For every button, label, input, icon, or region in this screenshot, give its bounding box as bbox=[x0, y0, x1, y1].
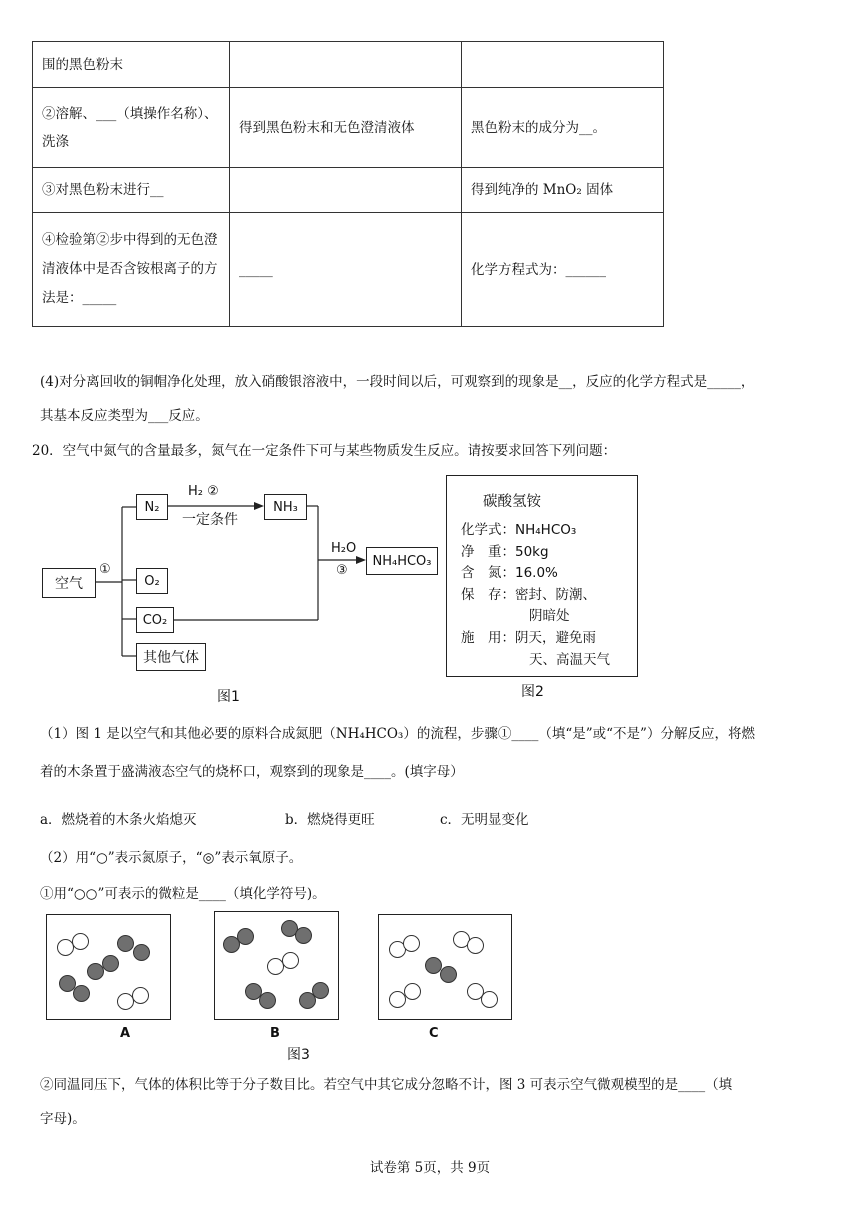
nitrogen-atom-icon bbox=[72, 933, 89, 950]
step3-label: ③ bbox=[336, 563, 348, 578]
nh3-box: NH₃ bbox=[264, 494, 307, 520]
nitrogen-atom-icon bbox=[132, 987, 149, 1004]
model-panel-a bbox=[46, 914, 171, 1020]
h2-step2-label: H₂ ② bbox=[188, 484, 219, 499]
oxygen-atom-icon bbox=[259, 992, 276, 1009]
table-cell: 得到纯净的 MnO₂ 固体 bbox=[462, 168, 664, 213]
label-storage: 保 存：密封、防潮、 bbox=[461, 587, 596, 603]
arrow-head-icon bbox=[254, 502, 264, 510]
label-weight: 净 重：50kg bbox=[461, 544, 549, 560]
figure-2-caption: 图2 bbox=[521, 684, 544, 700]
nitrogen-atom-icon bbox=[481, 991, 498, 1008]
table-cell: _____ bbox=[230, 213, 462, 327]
table-cell: 化学方程式为：______ bbox=[462, 213, 664, 327]
model-label-c: C bbox=[429, 1026, 439, 1041]
table-cell: 围的黑色粉末 bbox=[33, 42, 230, 88]
model-panel-c bbox=[378, 914, 512, 1020]
table-cell: ③对黑色粉末进行__ bbox=[33, 168, 230, 213]
step1-label: ① bbox=[99, 562, 111, 577]
table-cell: 黑色粉末的成分为__。 bbox=[462, 88, 664, 168]
h2o-label: H₂O bbox=[331, 541, 357, 556]
table-cell: ②溶解、___（填操作名称）、洗涤 bbox=[33, 88, 230, 168]
oxygen-atom-icon bbox=[102, 955, 119, 972]
model-label-b: B bbox=[270, 1026, 280, 1041]
q20-stem: 20．空气中氮气的含量最多，氮气在一定条件下可与某些物质发生反应。请按要求回答下列问题： bbox=[32, 443, 617, 459]
option-b: b．燃烧得更旺 bbox=[285, 812, 375, 828]
oxygen-atom-icon bbox=[295, 927, 312, 944]
other-gas-box: 其他气体 bbox=[136, 643, 206, 671]
q20-part2: （2）用“○”表示氮原子，“◎”表示氧原子。 bbox=[40, 850, 303, 866]
label-usage: 施 用：阴天，避免雨 bbox=[461, 630, 596, 646]
q20-part1-line2: 着的木条置于盛满液态空气的烧杯口，观察到的现象是____。(填字母） bbox=[40, 764, 464, 780]
q19-part4-line1: (4)对分离回收的铜帽净化处理，放入硝酸银溶液中，一段时间以后，可观察到的现象是__，反应的化学方程式是_____， bbox=[40, 374, 755, 390]
table-cell: 得到黑色粉末和无色澄清液体 bbox=[230, 88, 462, 168]
oxygen-atom-icon bbox=[117, 935, 134, 952]
option-a: a．燃烧着的木条火焰熄灭 bbox=[40, 812, 197, 828]
page-footer: 试卷第 5页，共 9页 bbox=[369, 1160, 491, 1176]
label-storage-cont: 阴暗处 bbox=[529, 608, 570, 624]
q20-part2-1: ①用“○○”可表示的微粒是____（填化学符号)。 bbox=[40, 886, 326, 902]
table-cell: ④检验第②步中得到的无色澄清液体中是否含铵根离子的方法是：_____ bbox=[33, 213, 230, 327]
option-c: c．无明显变化 bbox=[440, 812, 529, 828]
oxygen-atom-icon bbox=[133, 944, 150, 961]
q19-part4-line2: 其基本反应类型为___反应。 bbox=[40, 408, 209, 424]
q20-part1-line1: （1）图 1 是以空气和其他必要的原料合成氮肥（NH₄HCO₃）的流程，步骤①____（填“是”或“不是”）分解反应，将燃 bbox=[40, 726, 755, 742]
n2-box: N₂ bbox=[136, 494, 168, 520]
oxygen-atom-icon bbox=[73, 985, 90, 1002]
oxygen-atom-icon bbox=[237, 928, 254, 945]
label-nitrogen: 含 氮：16.0% bbox=[461, 565, 558, 581]
nitrogen-atom-icon bbox=[467, 937, 484, 954]
label-usage-cont: 天、高温天气 bbox=[529, 652, 610, 668]
q20-part2-2-line1: ②同温同压下，气体的体积比等于分子数目比。若空气中其它成分忽略不计，图 3 可表示空气微观模型的是____（填 bbox=[40, 1077, 733, 1093]
arrow-head-icon bbox=[356, 556, 366, 564]
label-title: 碳酸氢铵 bbox=[483, 494, 541, 510]
oxygen-atom-icon bbox=[440, 966, 457, 983]
figure-2-fertilizer-label bbox=[446, 475, 638, 677]
air-box: 空气 bbox=[42, 568, 96, 598]
nitrogen-atom-icon bbox=[282, 952, 299, 969]
model-panel-b bbox=[214, 911, 339, 1020]
condition-label: 一定条件 bbox=[182, 512, 238, 528]
model-label-a: A bbox=[120, 1026, 131, 1041]
oxygen-atom-icon bbox=[312, 982, 329, 999]
figure-1-caption: 图1 bbox=[217, 689, 240, 705]
nitrogen-atom-icon bbox=[403, 935, 420, 952]
co2-box: CO₂ bbox=[136, 607, 174, 633]
o2-box: O₂ bbox=[136, 568, 168, 594]
figure-3-caption: 图3 bbox=[287, 1047, 310, 1063]
label-formula: 化学式：NH₄HCO₃ bbox=[461, 522, 577, 538]
nh4hco3-box: NH₄HCO₃ bbox=[366, 547, 438, 575]
nitrogen-atom-icon bbox=[404, 983, 421, 1000]
q20-part2-2-line2: 字母)。 bbox=[40, 1111, 86, 1127]
